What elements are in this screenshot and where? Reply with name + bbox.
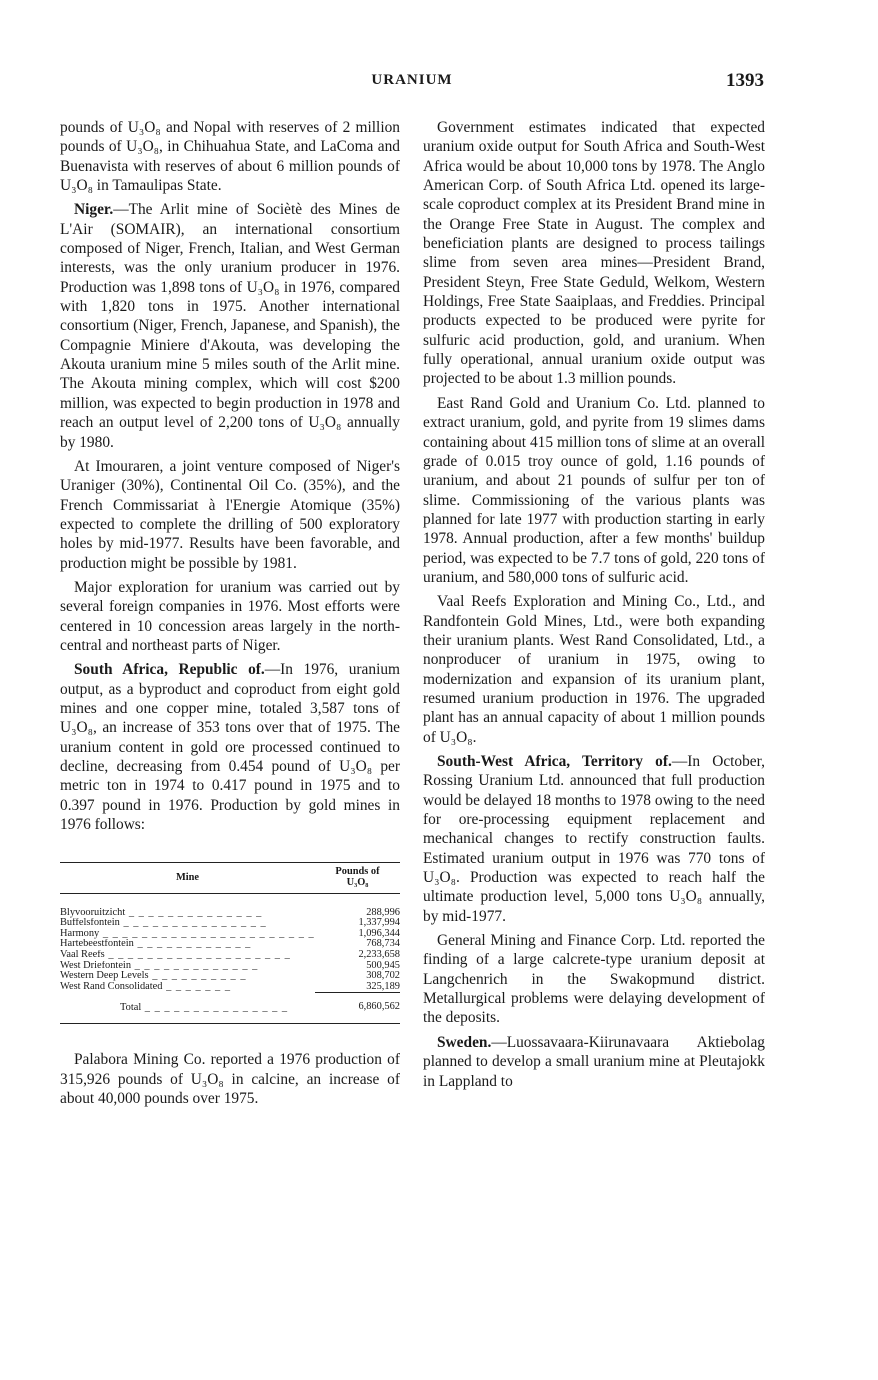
leader-dots: _ _ _ _ _ _ _ _ _ _ _ _ _ _ _ _ _ _ _ xyxy=(104,949,291,960)
mine-name-cell xyxy=(60,961,315,972)
table-row xyxy=(60,982,400,993)
leader-dots: _ _ _ _ _ _ _ xyxy=(162,981,232,992)
paragraph-palabora: Palabora Mining Co. reported a 1976 production of 315,926 pounds of U₃O₈ in calcine, an increase of about 40,000 pounds over 1975. xyxy=(60,1051,400,1108)
mine-name: Buffelsfontein xyxy=(60,918,120,929)
left-column xyxy=(60,118,400,1113)
table-total-row xyxy=(60,993,400,1014)
section-heading-south-africa: South Africa, Republic of. xyxy=(74,661,265,679)
page-number: 1393 xyxy=(726,70,764,91)
paragraph-general-mining: General Mining and Finance Corp. Ltd. reported the finding of a large calcrete-type uranium deposit at Langchenrich in the Swakopmund district. Metallurgical problems were delaying development of the deposits. xyxy=(423,932,765,1027)
mine-name: Western Deep Levels xyxy=(60,971,149,982)
leader-dots: _ _ _ _ _ _ _ _ _ _ _ _ _ _ _ xyxy=(119,918,267,929)
paragraph-government-estimates: Government estimates indicated that expected uranium oxide output for South Africa and South-West Africa would be about 10,000 tons by 1978. The Anglo American Corp. of South Africa Ltd. opened its large-scale coproduct complex at its President Brand mine in the Orange Free State in August. The complex and beneficiation plants are designed to process tailings slime from seven area mines—President Brand, President Steyn, Free State Geduld, Welkom, Western Holdings, Free State Saaiplaas, and Freddies. Principal products expected to be produced were pyrite for sulfuric acid production, gold, and uranium. When fully operational, annual uranium oxide output was projected to be about 1.3 million pounds. xyxy=(423,119,765,388)
column-header-mine: Mine xyxy=(60,863,315,893)
mine-name-cell xyxy=(60,893,315,918)
mine-table xyxy=(60,862,400,1013)
paragraph-east-rand: East Rand Gold and Uranium Co. Ltd. planned to extract uranium, gold, and pyrite from 19 slimes dams containing about 415 million tons of slime at an overall grade of 0.015 troy ounce of gold, 1.16 pounds of uranium, and about 21 pounds of sulfur per ton of slime. Commissioning of the various plants was planned for late 1977 with production starting in early 1978. Annual production, after a few months' buildup period, was expected to be 7.7 tons of gold, 220 tons of uranium, and 580,000 tons of sulfuric acid. xyxy=(423,394,765,586)
section-heading-niger: Niger. xyxy=(74,201,114,219)
paragraph-south-africa xyxy=(60,660,400,834)
mine-name: West Rand Consolidated xyxy=(60,981,163,992)
table-row xyxy=(60,929,400,940)
table-header-row xyxy=(60,863,400,893)
section-heading-south-west-africa: South-West Africa, Territory of. xyxy=(437,753,672,770)
mine-name: Harmony xyxy=(60,928,100,939)
mine-name-cell xyxy=(60,929,315,940)
sweden-text: —Luossavaara-Kiirunavaara Aktiebolag planned to develop a small uranium mine at Pleutajokk in Lappland to xyxy=(423,1033,765,1090)
leader-dots: _ _ _ _ _ _ _ _ _ _ _ _ xyxy=(133,939,252,950)
mine-name-cell xyxy=(60,982,315,993)
pounds-cell: 768,734 xyxy=(366,938,400,950)
page-header xyxy=(60,70,764,94)
column-header-pounds-line2: U₃O₈ xyxy=(346,876,369,888)
gold-mine-production-table xyxy=(60,862,400,1024)
south-west-africa-text: —In October, Rossing Uranium Ltd. announced that full production would be delayed 18 months to 1978 owing to the need for ore-processing equipment replacement and mechanical changes to rectify construction faults. Estimated uranium output in 1976 was 770 tons of U₃O₈. Production was expected to reach half the ultimate production level, 5,000 tons U₃O₈ annually, by mid-1977. xyxy=(423,753,765,925)
mine-name: West Driefontein xyxy=(60,960,132,971)
running-title: URANIUM xyxy=(371,72,453,88)
paragraph-vaal-reefs: Vaal Reefs Exploration and Mining Co., Ltd., and Randfontein Gold Mines, Ltd., were both expanding their uranium plants. West Rand Consolidated, Ltd., a nonproducer of uranium in 1975, owing to modernization and expansion of its uranium plant, resumed uranium production in 1976. The upgraded plant has an annual capacity of about 1 million pounds of U₃O₈. xyxy=(423,593,765,746)
paragraph-mexico-continued: pounds of U₃O₈ and Nopal with reserves of 2 million pounds of U₃O₈, in Chihuahua State, and LaComa and Buenavista with reserves of about 6 million pounds of U₃O₈ in Tamaulipas State. xyxy=(60,119,400,195)
paragraph-south-west-africa xyxy=(423,752,765,926)
paragraph-exploration: Major exploration for uranium was carried out by several foreign companies in 1976. Most efforts were centered in 10 concession areas largely in the north-central and northeast parts of Niger. xyxy=(60,578,400,654)
pounds-cell: 500,945 xyxy=(366,959,400,971)
leader-dots: _ _ _ _ _ _ _ _ _ _ _ _ _ _ _ xyxy=(141,1001,289,1013)
pounds-cell: 308,702 xyxy=(366,970,400,982)
table-row xyxy=(60,961,400,972)
table-row xyxy=(60,971,400,982)
leader-dots: _ _ _ _ _ _ _ _ _ _ xyxy=(148,971,247,982)
mine-name: Blyvooruitzicht xyxy=(60,906,126,918)
pounds-cell: 325,189 xyxy=(366,980,400,992)
mine-name: Hartebeestfontein xyxy=(60,939,134,950)
total-value: 6,860,562 xyxy=(315,993,400,1014)
paragraph-sweden xyxy=(423,1033,765,1091)
total-label-cell xyxy=(60,993,315,1014)
leader-dots: _ _ _ _ _ _ _ _ _ _ _ _ _ _ xyxy=(125,906,263,918)
south-africa-text: —In 1976, uranium output, as a byproduct and coproduct from eight gold mines and one copper mine, totaled 3,587 tons of U₃O₈, an increase of 353 tons over that of 1975. The uranium content in gold ore processed continued to decline, decreasing from 0.454 pound of U₃O₈ per metric ton in 1974 to 0.417 pound in 1975 and to 0.397 pound in 1976. Production by gold mines in 1976 follows: xyxy=(60,661,401,834)
mine-name-cell xyxy=(60,950,315,961)
section-heading-sweden: Sweden. xyxy=(437,1033,492,1051)
mine-name-cell xyxy=(60,918,315,929)
column-header-pounds xyxy=(315,863,400,893)
leader-dots: _ _ _ _ _ _ _ _ _ _ _ _ _ _ _ _ _ _ _ _ _ _ xyxy=(99,928,315,939)
mine-name-cell xyxy=(60,939,315,950)
pounds-cell: 288,996 xyxy=(366,906,400,918)
column-header-pounds-line1: Pounds of xyxy=(335,866,380,878)
mine-name-cell xyxy=(60,971,315,982)
table-row xyxy=(60,893,400,918)
total-label: Total xyxy=(120,1001,142,1013)
pounds-cell: 2,233,658 xyxy=(358,948,400,960)
leader-dots: _ _ _ _ _ _ _ _ _ _ _ _ _ xyxy=(131,960,259,971)
paragraph-imouraren: At Imouraren, a joint venture composed of Niger's Uraniger (30%), Continental Oil Co. (35%), and the French Commissariat à l'Energie Atomique (35%) expected to complete the drilling of 500 exploratory holes by mid-1977. Results have been favorable, and production might be possible by 1981. xyxy=(60,457,400,572)
table-row xyxy=(60,918,400,929)
table-row xyxy=(60,950,400,961)
niger-text: —The Arlit mine of Sociètè des Mines de L'Air (SOMAIR), an international consortium composed of Niger, French, Italian, and West German interests, was the only uranium producer in 1976. Production was 1,898 tons of U₃O₈ in 1976, compared with 1,820 tons in 1975. Another international consortium (Niger, French, Japanese, and Spanish), the Compagnie Miniere d'Akouta, was developing the Akouta uranium mine 5 miles south of the Arlit mine. The Akouta mining complex, which will cost $200 million, was expected to begin production in 1978 and reach an output level of 2,200 tons of U₃O₈ annually by 1980. xyxy=(60,201,400,451)
mine-name: Vaal Reefs xyxy=(60,949,105,960)
pounds-cell: 1,096,344 xyxy=(358,927,400,939)
table-row xyxy=(60,939,400,950)
table-bottom-rule xyxy=(60,1023,400,1024)
pounds-cell: 1,337,994 xyxy=(358,917,400,929)
paragraph-niger xyxy=(60,200,400,451)
right-column xyxy=(423,118,765,1096)
